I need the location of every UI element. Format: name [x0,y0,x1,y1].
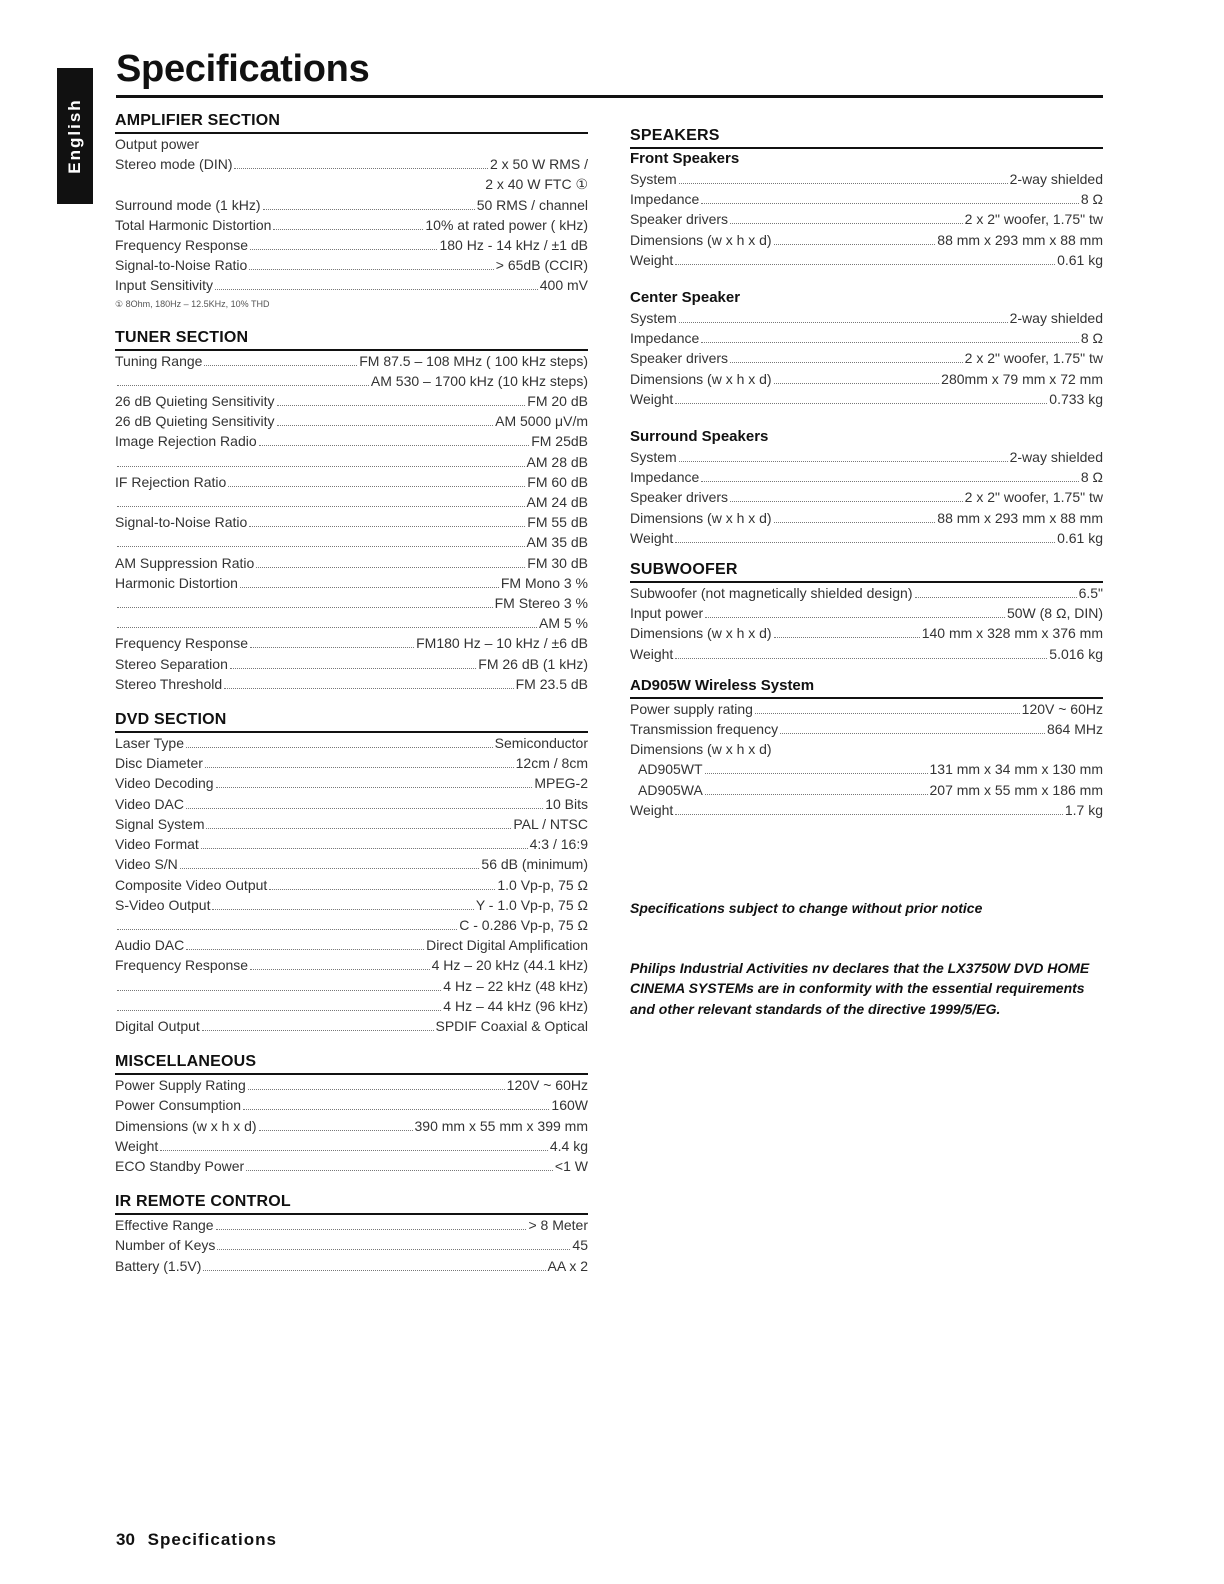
tuner-section [115,328,588,694]
change-notice: Specifications subject to change without prior notice [630,900,983,916]
leader-dots [201,848,528,849]
leader-dots [705,794,928,795]
page-title: Specifications [116,48,370,90]
spec-row [115,854,588,874]
spec-label: Impedance [630,191,700,208]
spec-value: 0.733 kg [1049,390,1103,407]
spec-label: AM Suppression Ratio [115,554,255,571]
spec-value: 4 Hz – 44 kHz (96 kHz) [443,997,588,1014]
spec-label: Frequency Response [115,957,249,974]
leader-dots [277,405,526,406]
spec-label: Impedance [630,330,700,347]
spec-label: Speaker drivers [630,350,729,367]
spec-row [115,976,588,996]
spec-row [630,230,1103,250]
spec-value: 2-way shielded [1009,310,1103,327]
spec-label: Weight [630,645,674,662]
leader-dots [675,542,1055,543]
page-footer [116,1530,277,1550]
leader-dots [228,486,525,487]
spec-value: FM180 Hz – 10 kHz / ±6 dB [416,635,588,652]
spec-row [630,699,1103,719]
spec-label: Laser Type [115,735,185,752]
leader-dots [230,668,476,669]
spec-row [630,369,1103,389]
leader-dots [259,445,530,446]
amplifier-footnote: ① 8Ohm, 180Hz – 12.5KHz, 10% THD [115,298,270,309]
leader-dots [701,203,1079,204]
spec-value: 8 Ω [1080,191,1103,208]
spec-row [115,1075,588,1095]
spec-row [115,411,588,431]
leader-dots [774,522,936,523]
spec-row: Surround mode (1 kHz) 50 RMS / channel [115,196,588,213]
spec-value: AM 5 % [538,615,588,632]
conformity-declaration: Philips Industrial Activities nv declares that the LX3750W DVD HOME CINEMA SYSTEMs are in conformity with the essential requirements and other relevant standards of the directive 1999/5/EG. [630,960,1090,1017]
spec-row [630,250,1103,270]
spec-value: 4 Hz – 20 kHz (44.1 kHz) [431,957,588,974]
leader-dots [915,597,1077,598]
language-tab-label: English [65,98,84,174]
spec-label: Harmonic Distortion [115,574,238,591]
spec-row [115,1095,588,1115]
spec-value: FM 20 dB [527,393,588,410]
leader-dots [202,1030,434,1031]
spec-label: IF Rejection Ratio [115,473,227,490]
leader-dots [730,223,963,224]
surround-speakers-heading: Surround Speakers [630,428,769,446]
spec-value: 4.4 kg [549,1137,588,1154]
spec-value: 5.016 kg [1049,645,1103,662]
spec-row: Signal-to-Noise Ratio > 65dB (CCIR) [115,257,588,274]
leader-dots [117,385,369,386]
spec-label: Power Supply Rating [115,1077,246,1094]
spec-value: C - 0.286 Vp-p, 75 Ω [459,916,588,933]
spec-label: Weight [630,251,674,268]
spec-value: FM 87.5 – 108 MHz ( 100 kHz steps) [359,352,588,369]
spec-value: 2-way shielded [1009,171,1103,187]
spec-label: Weight [630,390,674,407]
spec-value: 2 x 2" woofer, 1.75" tw [964,211,1103,228]
spec-row [115,452,588,472]
amplifier-heading: AMPLIFIER SECTION [115,111,588,134]
leader-dots [117,627,537,628]
spec-value: 0.61 kg [1057,529,1103,546]
spec-value: > 8 Meter [528,1217,588,1234]
spec-row [630,348,1103,368]
leader-dots [216,1229,527,1230]
spec-value: 6.5" [1078,585,1103,602]
spec-row [115,391,588,411]
spec-label: Speaker drivers [630,211,729,228]
spec-row [630,328,1103,348]
leader-dots [705,773,928,774]
spec-row: Frequency Response 180 Hz - 14 kHz / ±1 dB [115,237,588,254]
spec-label: System [630,171,677,187]
leader-dots [246,1170,553,1171]
leader-dots [186,747,493,748]
spec-row [115,573,588,593]
spec-row [630,528,1103,548]
spec-row: Stereo mode (DIN) 2 x 50 W RMS / [115,156,588,173]
spec-row [115,753,588,773]
spec-label: Digital Output [115,1017,200,1034]
spec-label: Disc Diameter [115,755,203,772]
spec-value: FM 60 dB [527,473,588,490]
spec-label: Dimensions (w x h x d) [630,509,772,526]
spec-value: SPDIF Coaxial & Optical [435,1017,588,1034]
spec-label: Effective Range [115,1217,214,1234]
spec-value: FM 30 dB [527,554,588,571]
spec-row [115,613,588,633]
spec-value: Direct Digital Amplification [426,937,588,954]
spec-row [115,733,588,753]
spec-label: Weight [630,529,674,546]
spec-row [630,189,1103,209]
spec-row [115,1235,588,1255]
spec-label: 26 dB Quieting Sensitivity [115,413,275,430]
left-column [115,111,588,1292]
leader-dots [240,587,499,588]
spec-label: Input power [630,605,704,622]
spec-row [115,593,588,613]
spec-row: Input Sensitivity 400 mV [115,277,588,294]
spec-row [115,895,588,915]
amplifier-section [115,111,588,312]
spec-label: Battery (1.5V) [115,1257,202,1274]
leader-dots [250,647,414,648]
spec-value: 390 mm x 55 mm x 399 mm [414,1117,588,1134]
spec-row [115,794,588,814]
spec-row [115,532,588,552]
spec-row [630,623,1103,643]
spec-row [630,780,1103,800]
spec-value: FM Mono 3 % [500,574,588,591]
leader-dots [248,1089,505,1090]
subwoofer-section [630,560,1103,664]
page-number: 30 [116,1530,135,1549]
spec-row [630,389,1103,409]
spec-label: AD905WA [638,781,703,798]
spec-value: FM Stereo 3 % [494,595,588,612]
right-column [630,126,1103,836]
spec-row [115,875,588,895]
leader-dots [243,1109,549,1110]
leader-dots [774,244,936,245]
spec-row [630,759,1103,779]
spec-value: 56 dB (minimum) [481,856,588,873]
spec-value: MPEG-2 [534,775,588,792]
subwoofer-heading: SUBWOOFER [630,560,1103,583]
spec-value: 864 MHz [1046,721,1103,738]
spec-row [115,431,588,451]
spec-row [630,467,1103,487]
language-tab [57,68,93,204]
tuner-heading: TUNER SECTION [115,328,588,351]
leader-dots [217,1249,570,1250]
spec-label: Signal-to-Noise Ratio [115,514,248,531]
spec-label: Frequency Response [115,635,249,652]
spec-row [115,996,588,1016]
spec-value: 120V ~ 60Hz [506,1077,588,1094]
spec-value: FM 25dB [531,433,588,450]
leader-dots [675,403,1047,404]
spec-label: Signal System [115,815,205,832]
ir-remote-heading: IR REMOTE CONTROL [115,1192,588,1215]
spec-value: AM 5000 μV/m [495,413,588,430]
leader-dots [250,969,430,970]
dvd-section [115,710,588,1036]
spec-row [115,512,588,532]
spec-value: 8 Ω [1080,330,1103,347]
spec-label: 26 dB Quieting Sensitivity [115,393,275,410]
leader-dots [675,658,1047,659]
spec-value: AM 530 – 1700 kHz (10 kHz steps) [370,372,588,389]
spec-label: Stereo Threshold [115,675,223,692]
spec-value: AM 35 dB [526,534,588,551]
spec-row [630,447,1103,467]
spec-value: 4:3 / 16:9 [529,836,588,853]
spec-row [115,654,588,674]
spec-value: 50W (8 Ω, DIN) [1006,605,1103,622]
leader-dots [117,506,525,507]
leader-dots [780,733,1045,734]
spec-label: Speaker drivers [630,489,729,506]
spec-row [630,508,1103,528]
spec-row: 2 x 40 W FTC ① [485,176,588,193]
front-speakers-heading: Front Speakers [630,150,740,167]
spec-label: Dimensions (w x h x d) [630,625,772,642]
spec-label: Transmission frequency [630,721,779,738]
spec-label: Video S/N [115,856,178,873]
spec-value: 88 mm x 293 mm x 88 mm [937,509,1103,526]
spec-row: Weight 1.7 kg [630,801,1103,818]
leader-dots [679,461,1008,462]
spec-value: PAL / NTSC [513,815,588,832]
leader-dots [259,1130,413,1131]
spec-label: Dimensions (w x h x d) [630,370,772,387]
spec-value: 12cm / 8cm [515,755,588,772]
leader-dots [186,949,424,950]
spec-label: S-Video Output [115,896,211,913]
leader-dots [679,322,1008,323]
spec-row [115,1136,588,1156]
spec-row [630,487,1103,507]
leader-dots [117,466,525,467]
leader-dots [675,264,1055,265]
leader-dots [160,1150,548,1151]
spec-value: 2-way shielded [1009,449,1103,466]
spec-row [115,773,588,793]
wireless-heading: AD905W Wireless System [630,676,1103,699]
spec-row [115,1116,588,1136]
leader-dots [206,828,511,829]
spec-label: AD905WT [638,761,703,778]
leader-dots [701,481,1079,482]
leader-dots [755,713,1020,714]
leader-dots [774,637,920,638]
spec-row [115,472,588,492]
leader-dots [216,787,533,788]
spec-row [115,1256,588,1276]
spec-row [630,644,1103,664]
leader-dots [117,607,493,608]
spec-row [630,169,1103,189]
leader-dots [224,688,513,689]
spec-value: AM 24 dB [526,494,588,511]
spec-row [115,955,588,975]
spec-value: 140 mm x 328 mm x 376 mm [921,625,1103,642]
spec-label: Weight [115,1137,159,1154]
spec-row [630,719,1103,739]
leader-dots [701,342,1079,343]
spec-row [630,583,1103,603]
spec-value: AM 28 dB [526,453,588,470]
spec-row [115,834,588,854]
spec-label: Video Format [115,836,199,853]
spec-label: Power supply rating [630,700,753,717]
output-power-label: Output power [115,136,200,152]
leader-dots [269,889,495,890]
spec-label: Number of Keys [115,1237,216,1254]
spec-label: Power Consumption [115,1097,242,1114]
leader-dots [256,567,525,568]
spec-row [115,935,588,955]
leader-dots [203,1270,545,1271]
footer-label: Specifications [147,1530,277,1549]
dvd-heading: DVD SECTION [115,710,588,733]
spec-value: 10 Bits [545,795,588,812]
leader-dots [117,990,441,991]
spec-value: 1.0 Vp-p, 75 Ω [497,876,588,893]
spec-value: FM 23.5 dB [515,675,588,692]
spec-label: Video Decoding [115,775,214,792]
leader-dots [730,501,963,502]
spec-row [630,209,1103,229]
spec-value: 45 [572,1237,588,1254]
leader-dots [204,365,357,366]
spec-label: Audio DAC [115,937,185,954]
spec-row [115,371,588,391]
leader-dots [117,546,525,547]
spec-value: 4 Hz – 22 kHz (48 kHz) [443,977,588,994]
center-speaker-heading: Center Speaker [630,289,741,307]
leader-dots [679,183,1008,184]
spec-value: 0.61 kg [1057,251,1103,268]
spec-label: Composite Video Output [115,876,268,893]
title-rule [116,95,1103,98]
spec-label: Dimensions (w x h x d) [115,1117,257,1134]
spec-label: Image Rejection Radio [115,433,257,450]
spec-label: Tuning Range [115,352,203,369]
leader-dots [212,909,473,910]
leader-dots [774,383,940,384]
spec-value: 207 mm x 55 mm x 186 mm [929,781,1103,798]
spec-row [630,603,1103,623]
spec-row [115,1156,588,1176]
leader-dots [277,425,494,426]
speakers-heading: SPEAKERS [630,126,1103,149]
spec-value: 120V ~ 60Hz [1021,700,1103,717]
spec-row [115,1016,588,1036]
spec-row: Total Harmonic Distortion 10% at rated power ( kHz) [115,216,588,233]
spec-row [115,1215,588,1235]
spec-value: 8 Ω [1080,469,1103,486]
spec-label: Impedance [630,469,700,486]
spec-value: 131 mm x 34 mm x 130 mm [929,761,1103,778]
spec-row [115,674,588,694]
spec-value: FM 26 dB (1 kHz) [478,655,588,672]
spec-row [115,814,588,834]
wireless-dimensions-label: Dimensions (w x h x d) [630,741,772,758]
spec-value: 280mm x 79 mm x 72 mm [941,370,1103,387]
leader-dots [180,868,480,869]
spec-value: 160W [551,1097,588,1114]
leader-dots [205,767,514,768]
spec-row [115,553,588,573]
spec-row [115,492,588,512]
speakers-section [630,126,1103,548]
spec-label: System [630,449,677,466]
spec-value: AA x 2 [547,1257,588,1274]
ir-remote-section [115,1192,588,1276]
misc-section [115,1052,588,1176]
spec-label: Video DAC [115,795,185,812]
spec-value: FM 55 dB [527,514,588,531]
leader-dots [117,1010,441,1011]
misc-heading: MISCELLANEOUS [115,1052,588,1075]
spec-label: System [630,310,677,327]
spec-row [630,308,1103,328]
spec-row [115,915,588,935]
spec-label: Dimensions (w x h x d) [630,231,772,248]
leader-dots [186,808,543,809]
spec-value: 2 x 2" woofer, 1.75" tw [964,350,1103,367]
spec-label: Subwoofer (not magnetically shielded design) [630,585,913,602]
spec-row [115,633,588,653]
leader-dots [730,362,963,363]
spec-value: Semiconductor [494,735,588,752]
spec-value: 88 mm x 293 mm x 88 mm [937,231,1103,248]
spec-value: Y - 1.0 Vp-p, 75 Ω [475,896,588,913]
spec-row [115,351,588,371]
leader-dots [705,617,1005,618]
spec-value: <1 W [554,1157,588,1174]
spec-value: 2 x 2" woofer, 1.75" tw [964,489,1103,506]
leader-dots [117,929,457,930]
spec-label: Stereo Separation [115,655,228,672]
leader-dots [249,526,525,527]
spec-label: ECO Standby Power [115,1157,245,1174]
wireless-section [630,676,1103,820]
